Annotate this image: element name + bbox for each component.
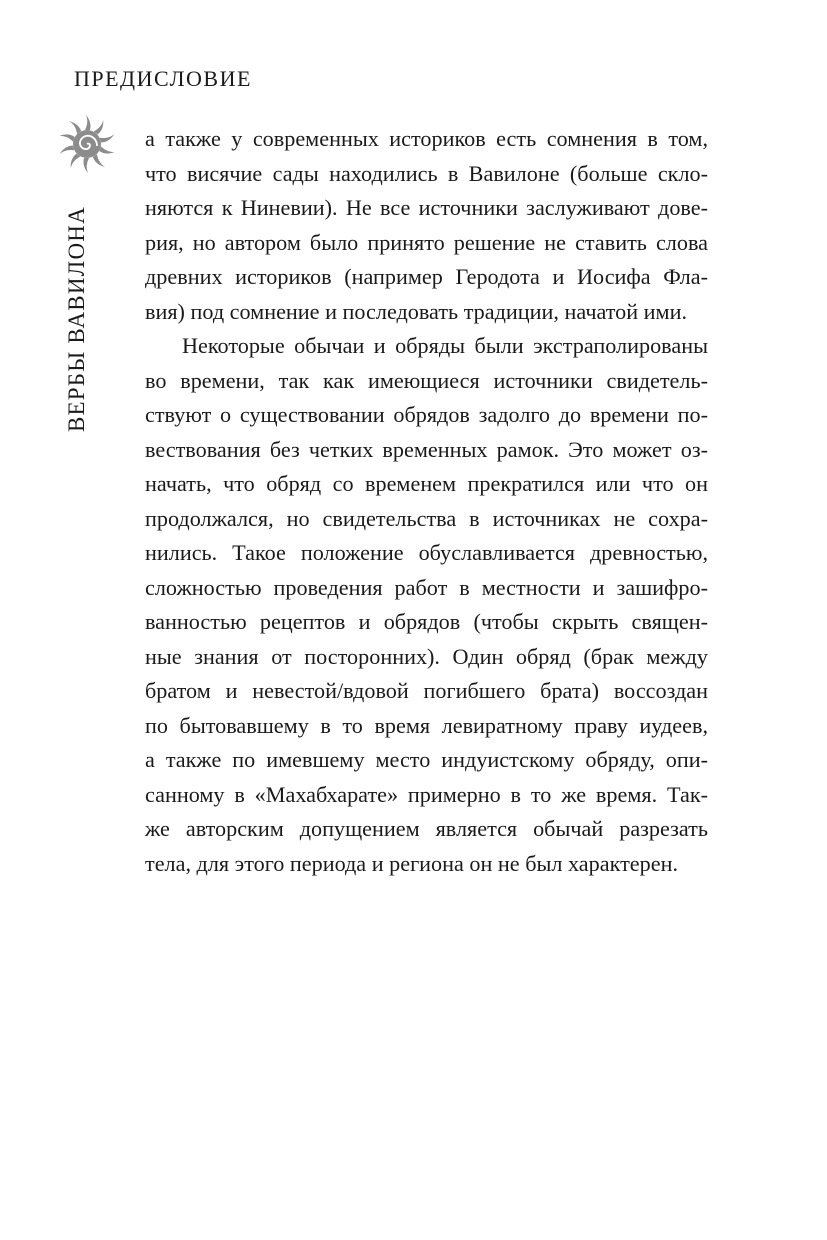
- text-line: начать, что обряд со временем прекратился или что он: [145, 471, 708, 496]
- text-line: ванностью рецептов и обрядов (чтобы скрыть священ-: [145, 609, 708, 634]
- text-line: санному в «Махабхарате» примерно в то же время. Так-: [145, 781, 708, 807]
- text-line: Некоторые обычаи и обряды были экстраполированы: [182, 333, 708, 358]
- text-line: вествования без четких временных рамок. Это может оз-: [145, 436, 708, 462]
- paragraph-2: [145, 329, 708, 881]
- text-line: а также по имевшему место индуистскому обряду, опи-: [145, 747, 708, 772]
- section-title: ПРЕДИСЛОВИЕ: [74, 66, 252, 91]
- sun-spiral-icon: [54, 114, 120, 174]
- text-line: рия, но автором было принято решение не ставить слова: [145, 229, 708, 255]
- text-line: по бытовавшему в то время левиратному праву иудеев,: [145, 712, 708, 738]
- body-text: [145, 122, 708, 881]
- text-line: что висячие сады находились в Вавилоне (больше скло-: [145, 160, 708, 186]
- text-line: древних историков (например Геродота и Иосифа Фла-: [145, 264, 708, 289]
- text-line: сложностью проведения работ в местности и зашифро-: [145, 574, 708, 600]
- text-line: ствуют о существовании обрядов задолго до времени по-: [145, 402, 708, 427]
- paragraph-1: [145, 122, 708, 329]
- running-book-title: ВЕРБЫ ВАВИЛОНА: [64, 206, 89, 432]
- text-line: продолжался, но свидетельства в источниках не сохра-: [145, 505, 708, 531]
- text-line: тела, для этого периода и региона он не был характерен.: [145, 850, 678, 876]
- text-line: во времени, так как имеющиеся источники свидетель-: [145, 367, 708, 393]
- text-line: няются к Ниневии). Не все источники заслуживают дове-: [145, 195, 708, 220]
- text-line: вия) под сомнение и последовать традиции, начатой ими.: [145, 298, 687, 324]
- text-line: а также у современных историков есть сомнения в том,: [145, 126, 708, 151]
- text-line: нились. Такое положение обуславливается древностью,: [145, 540, 708, 565]
- text-line: ные знания от посторонних). Один обряд (брак между: [145, 643, 708, 669]
- text-line: братом и невестой/вдовой погибшего брата) воссоздан: [145, 678, 708, 703]
- text-line: же авторским допущением является обычай разрезать: [145, 816, 708, 841]
